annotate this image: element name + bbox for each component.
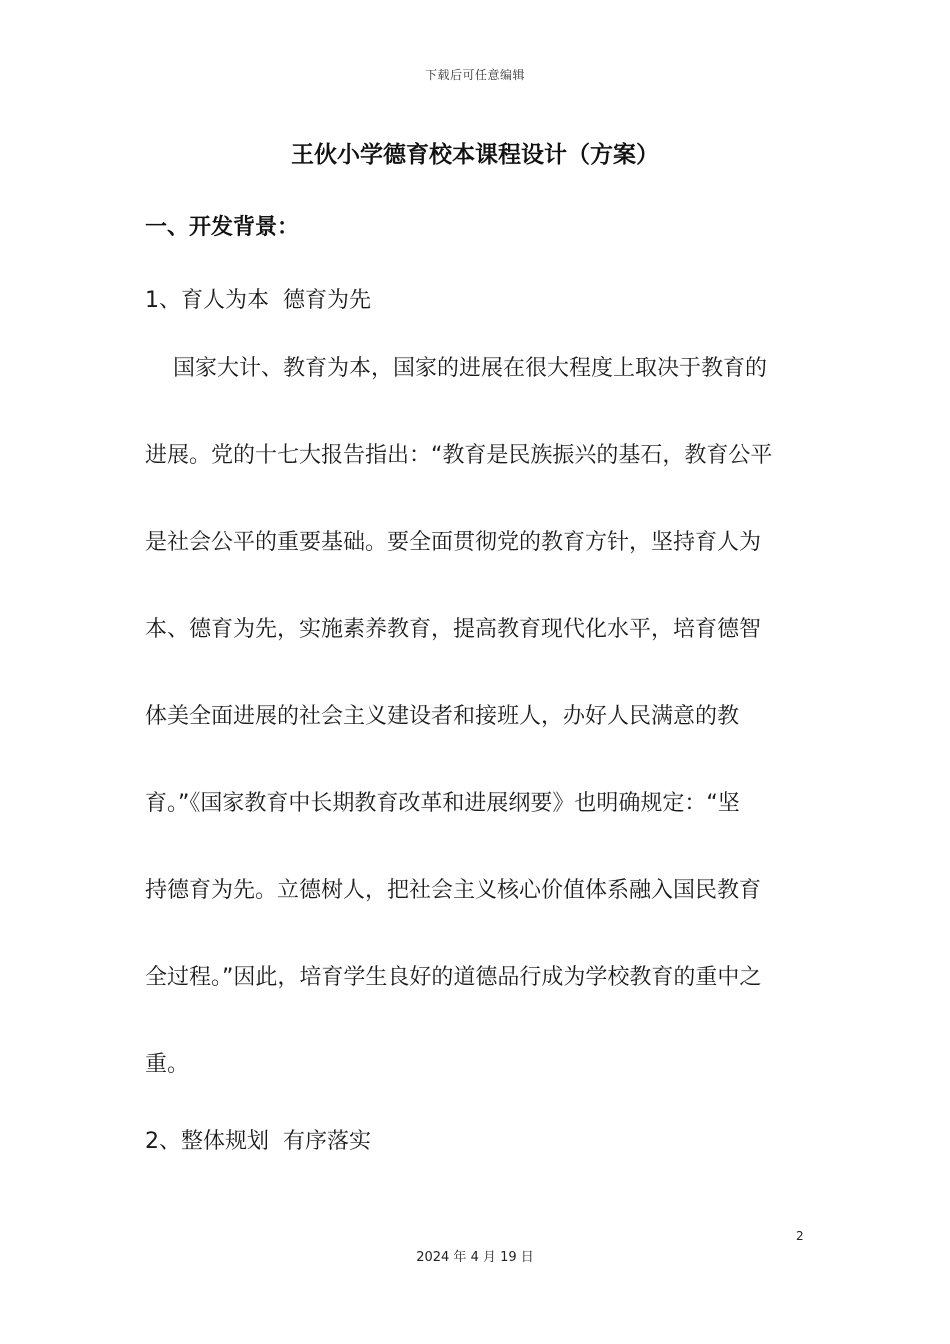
paragraph-line: 本、德育为先，实施素养教育，提高教育现代化水平，培育德智 [145, 617, 762, 642]
paragraph-line: 育。”《国家教育中长期教育改革和进展纲要》也明确规定：“坚 [145, 791, 740, 816]
paragraph-line: 是社会公平的重要基础。要全面贯彻党的教育方针，坚持育人为 [145, 530, 762, 555]
page-number: 2 [796, 1229, 804, 1243]
paragraph-line: 体美全面进展的社会主义建设者和接班人，办好人民满意的教 [145, 704, 740, 729]
document-title: 王伙小学德育校本课程设计（方案） [291, 142, 659, 168]
body-paragraph [145, 354, 815, 1137]
footer-date: 2024 年 4 月 19 日 [416, 1250, 534, 1265]
paragraph-line: 全过程。”因此，培育学生良好的道德品行成为学校教育的重中之 [145, 965, 762, 990]
paragraph-line: 重。 [145, 1052, 190, 1077]
subheading-1: 1、育人为本 德育为先 [145, 288, 371, 313]
paragraph-line: 国家大计、教育为本，国家的进展在很大程度上取决于教育的 [145, 356, 767, 381]
section-heading: 一、开发背景： [145, 215, 300, 240]
paragraph-line: 进展。党的十七大报告指出：“教育是民族振兴的基石，教育公平 [145, 443, 773, 468]
paragraph-line: 持德育为先。立德树人，把社会主义核心价值体系融入国民教育 [145, 878, 762, 903]
header-note: 下载后可任意编辑 [424, 68, 525, 82]
subheading-2: 2、整体规划 有序落实 [145, 1129, 371, 1154]
